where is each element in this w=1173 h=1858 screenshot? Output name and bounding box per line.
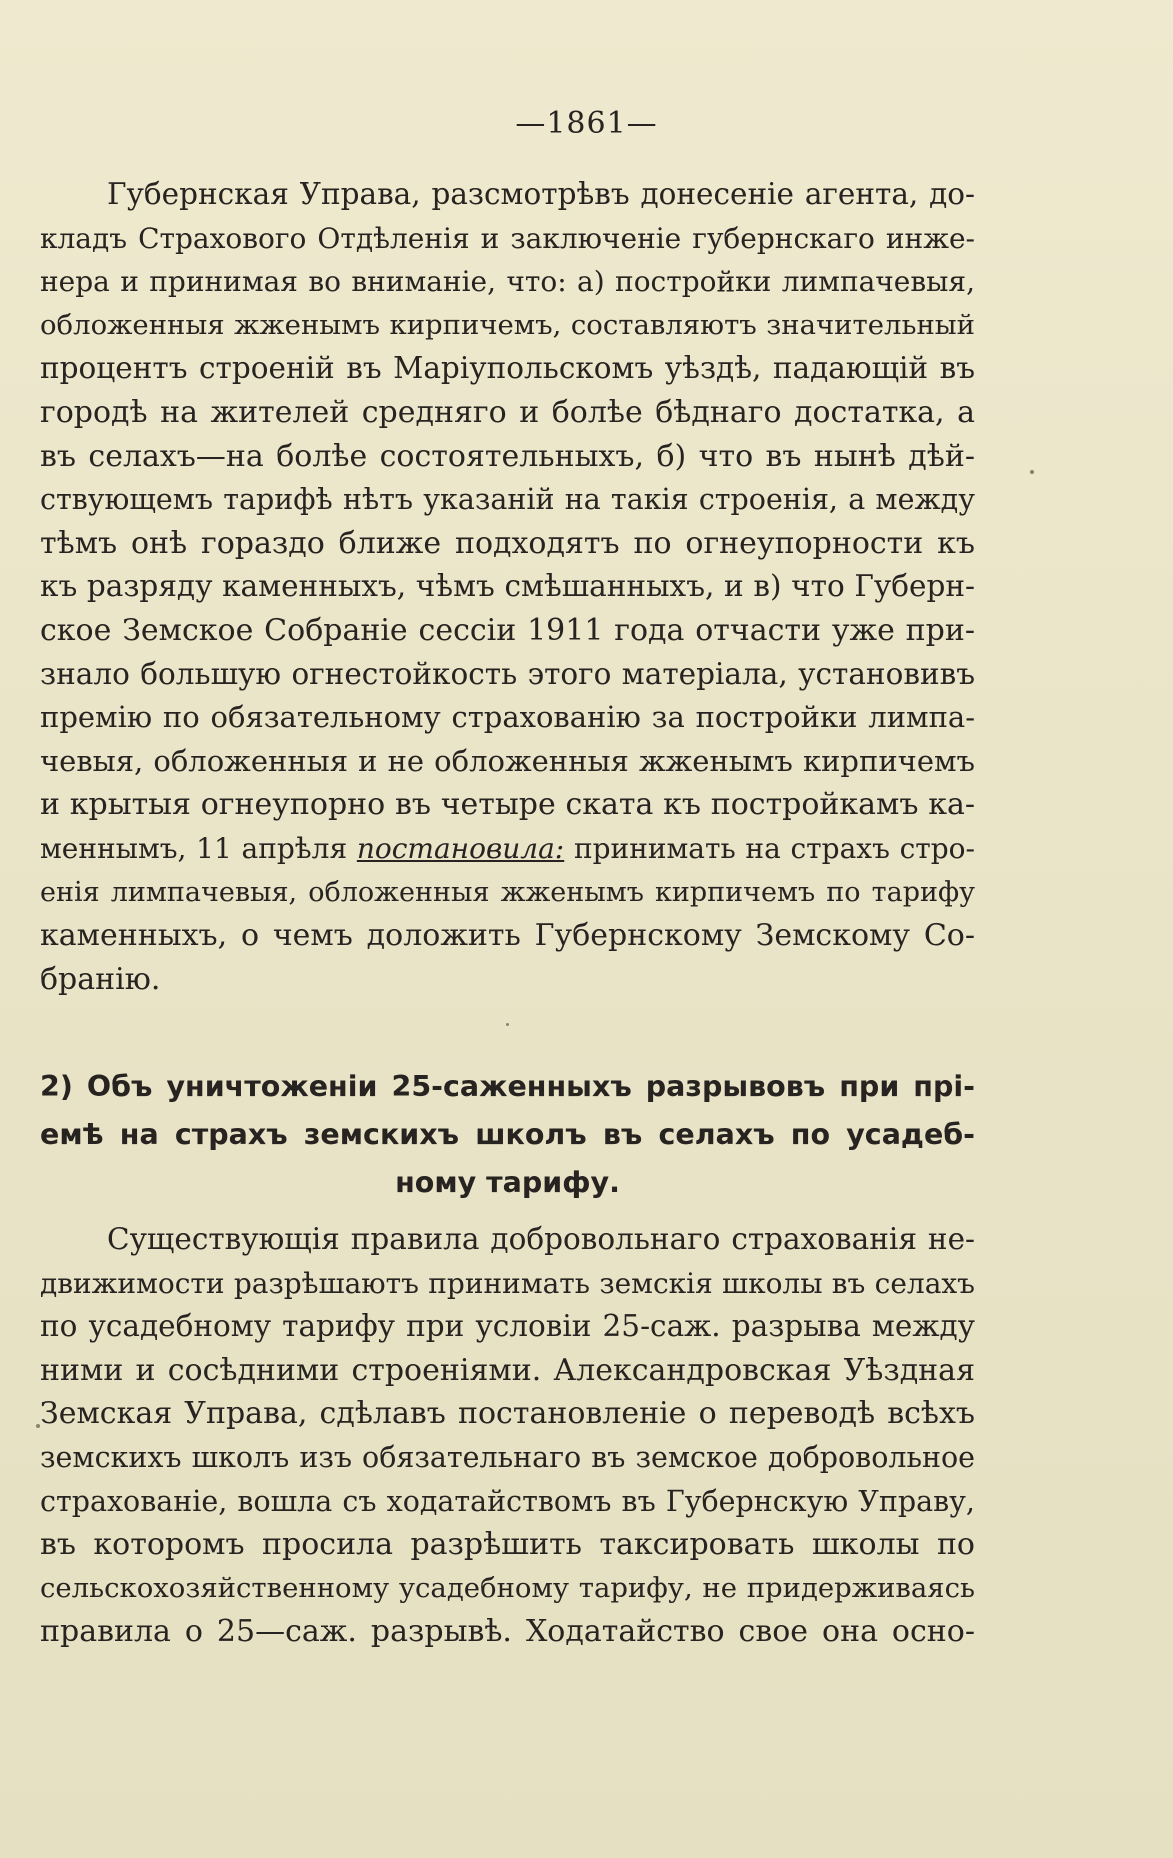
page-number: —1861— <box>515 106 658 141</box>
line-text-after: принимать на страхъ стро- <box>564 831 975 865</box>
print-speck <box>506 1023 509 1026</box>
paragraph-line: правила о 25—саж. разрывѣ. Ходатайство свое она осно- <box>40 1614 975 1650</box>
paragraph-line: каменныхъ, о чемъ доложить Губернскому Земскому Со- <box>40 918 975 954</box>
paragraph-2 <box>40 1218 975 1654</box>
paragraph-line: земскихъ школъ изъ обязательнаго въ земское добровольное <box>40 1440 975 1474</box>
paragraph-line: по усадебному тарифу при условіи 25-саж. разрыва между <box>40 1309 975 1344</box>
paragraph-line: движимости разрѣшаютъ принимать земскія школы въ селахъ <box>40 1266 975 1300</box>
paragraph-line: чевыя, обложенныя и не обложенныя жженымъ кирпичемъ <box>40 743 975 778</box>
paragraph-line: знало большую огнестойкость этого матеріала, установивъ <box>40 656 975 691</box>
paragraph-line: нера и принимая во вниманіе, что: а) постройки лимпачевыя, <box>40 265 975 299</box>
paragraph-line: процентъ строеній въ Маріупольскомъ уѣздѣ, падающій въ <box>40 351 975 386</box>
paragraph-line: въ которомъ просила разрѣшить таксировать школы по <box>40 1527 975 1563</box>
paragraph-line: ское Земское Собраніе сессіи 1911 года отчасти уже при- <box>40 612 975 648</box>
paragraph-line: ними и сосѣдними строеніями. Александровская Уѣздная <box>40 1352 975 1388</box>
print-speck <box>1030 470 1034 474</box>
paragraph-line: Губернская Управа, разсмотрѣвъ донесеніе агента, до- <box>107 177 975 211</box>
paragraph-line: ствующемъ тарифѣ нѣтъ указаній на такія строенія, а между <box>40 483 975 517</box>
paragraph-line: городѣ на жителей средняго и болѣе бѣднаго достатка, а <box>40 394 975 430</box>
line-text-before: меннымъ, 11 апрѣля <box>40 831 357 865</box>
paragraph-line: енія лимпачевыя, обложенныя жженымъ кирпичемъ по тарифу <box>40 876 975 908</box>
paragraph-line: Существующія правила добровольнаго страхованія не- <box>107 1222 975 1256</box>
paragraph-line: страхованіе, вошла съ ходатайствомъ въ Губернскую Управу, <box>40 1484 975 1518</box>
paragraph-line: кладъ Страхового Отдѣленія и заключеніе губернскаго инже- <box>40 221 975 255</box>
paragraph-1 <box>40 173 975 1001</box>
emphasized-resolution-word: постановила: <box>356 831 565 865</box>
paragraph-line: сельскохозяйственному усадебному тарифу, не придерживаясь <box>40 1571 975 1604</box>
print-speck <box>36 1424 40 1428</box>
paragraph-line: обложенныя жженымъ кирпичемъ, составляютъ значительный <box>40 308 975 341</box>
paragraph-line: въ селахъ—на болѣе состоятельныхъ, б) что въ нынѣ дѣй- <box>40 438 975 474</box>
paragraph-line: къ разряду каменныхъ, чѣмъ смѣшанныхъ, и в) что Губерн- <box>40 569 975 604</box>
paragraph-line: премію по обязательному страхованію за постройки лимпа- <box>40 700 975 735</box>
paragraph-line: бранію. <box>40 961 161 997</box>
heading-line: 2) Объ уничтоженіи 25-саженныхъ разрывовъ при прі- <box>40 1070 975 1103</box>
paragraph-line: Земская Управа, сдѣлавъ постановленіе о переводѣ всѣхъ <box>40 1396 975 1432</box>
heading-line: ному тарифу. <box>395 1166 620 1199</box>
heading-line: емѣ на страхъ земскихъ школъ въ селахъ по усадеб- <box>40 1118 975 1151</box>
paragraph-line: и крытыя огнеупорно въ четыре ската къ постройкамъ ка- <box>40 787 975 823</box>
paragraph-line: тѣмъ онѣ гораздо ближе подходятъ по огнеупорности къ <box>40 525 975 561</box>
paragraph-line-with-emphasis <box>40 827 975 871</box>
section-heading <box>40 1063 975 1207</box>
